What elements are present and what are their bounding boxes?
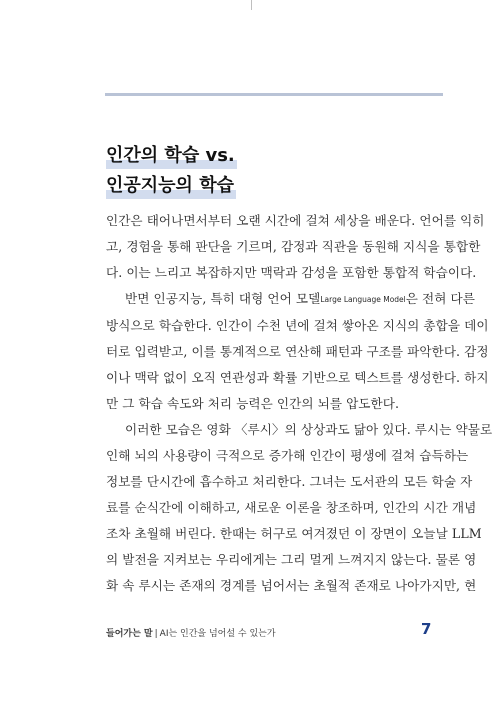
text-fragment: 반면 인공지능, 특히 대형 언어 모델 [125, 291, 321, 306]
text-line: 만 그 학습 속도와 처리 능력은 인간의 뇌를 압도한다. [106, 396, 400, 411]
text-line [106, 286, 475, 313]
running-footer [106, 626, 276, 639]
text-line: 고, 경험을 통해 판단을 기르며, 감정과 직관을 동원해 지식을 통합한 [106, 239, 481, 254]
english-term: Large Language Model [320, 295, 406, 304]
page-number: 7 [421, 620, 432, 638]
text-fragment: 은 전혀 다른 [405, 291, 475, 306]
text-line: 조차 초월해 버린다. 한때는 허구로 여겨졌던 이 장면이 오늘날 LLM [106, 526, 482, 541]
page-crop-mark [251, 0, 252, 10]
footer-title: AI는 인간을 넘어설 수 있는가 [159, 629, 276, 639]
text-line: 다. 이는 느리고 복잡하지만 맥락과 감성을 포함한 통합적 학습이다. [106, 265, 477, 280]
heading-line-1: 인간의 학습 vs. [106, 143, 237, 169]
text-line: 이러한 모습은 영화 〈루시〉의 상상과도 닮아 있다. 루시는 약물로 [125, 422, 493, 437]
body-text [106, 208, 493, 599]
text-line: 터로 입력받고, 이를 통계적으로 연산해 패턴과 구조를 파악한다. 감정 [106, 344, 489, 359]
text-line: 인간은 태어나면서부터 오랜 시간에 걸쳐 세상을 배운다. 언어를 익히 [106, 213, 485, 228]
footer-separator: | [154, 629, 158, 639]
text-line: 의 발전을 지켜보는 우리에게는 그리 멀게 느껴지지 않는다. 물론 영 [106, 552, 477, 567]
section-heading [106, 143, 237, 203]
paragraph-1 [106, 208, 485, 286]
footer-section: 들어가는 말 [106, 629, 153, 639]
text-line: 화 속 루시는 존재의 경계를 넘어서는 초월적 존재로 나아가지만, 현 [106, 578, 477, 593]
text-line: 료를 순식간에 이해하고, 새로운 이론을 창조하며, 인간의 시간 개념 [106, 500, 477, 515]
heading-line-2: 인공지능의 학습 [106, 173, 236, 199]
text-line: 인해 뇌의 사용량이 극적으로 증가해 인간이 평생에 걸쳐 습득하는 [106, 448, 469, 463]
paragraph-2 [106, 286, 489, 417]
paragraph-3 [106, 417, 493, 599]
text-line: 정보를 단시간에 흡수하고 처리한다. 그녀는 도서관의 모든 학술 자 [106, 474, 473, 489]
header-rule [105, 93, 443, 96]
text-line: 방식으로 학습한다. 인간이 수천 년에 걸쳐 쌓아온 지식의 총합을 데이 [106, 318, 489, 333]
text-line: 이나 맥락 없이 오직 연관성과 확률 기반으로 텍스트를 생성한다. 하지 [106, 370, 489, 385]
